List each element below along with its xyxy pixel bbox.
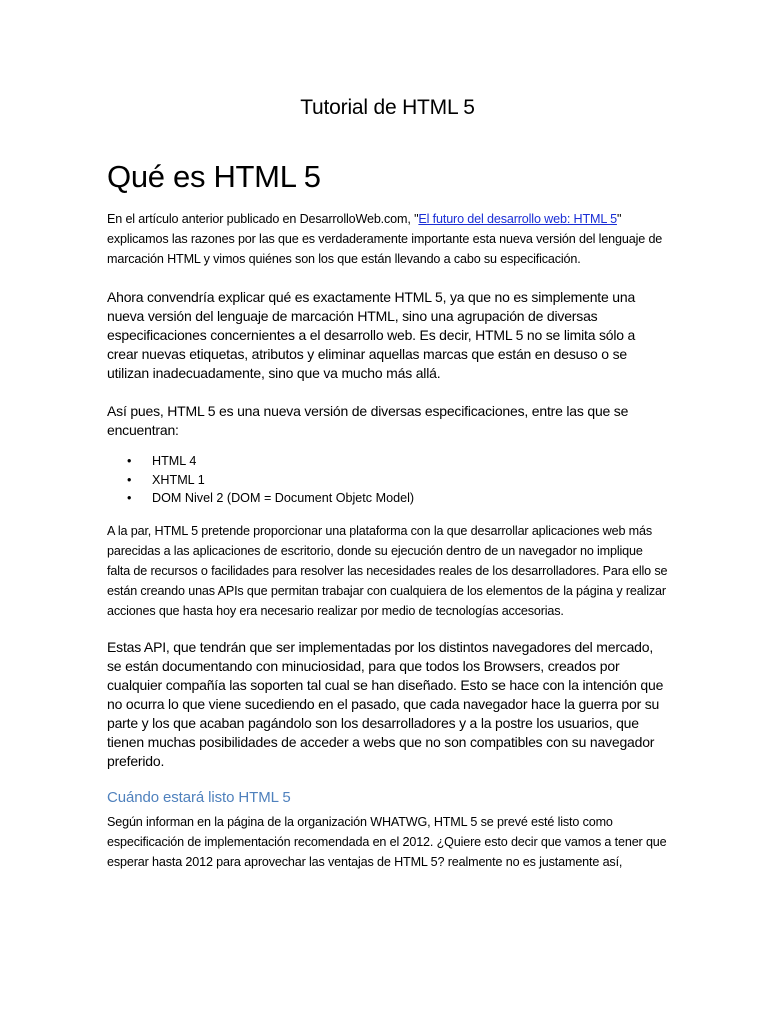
list-item xyxy=(107,471,668,490)
section-heading: Qué es HTML 5 xyxy=(107,159,321,194)
paragraph-release-date: Según informan en la página de la organización WHATWG, HTML 5 se prevé esté listo como especificación de implementación recomendada en el 2012. ¿Quiere esto decir que vamos a tener que esperar hasta 2012 para aprovechar las ventajas de HTML 5? realmente no es justamente así, xyxy=(107,814,667,869)
bullet-icon: • xyxy=(127,491,132,505)
article-link[interactable]: El futuro del desarrollo web: HTML 5 xyxy=(418,212,617,226)
specifications-list xyxy=(107,452,668,508)
list-item-text: XHTML 1 xyxy=(152,472,205,487)
subsection-heading: Cuándo estará listo HTML 5 xyxy=(107,788,291,806)
list-item xyxy=(107,452,668,471)
list-item-text: HTML 4 xyxy=(152,454,197,468)
bullet-icon: • xyxy=(127,472,132,487)
intro-paragraph xyxy=(107,209,668,269)
paragraph-what-is-html5: Ahora convendría explicar qué es exactamente HTML 5, ya que no es simplemente una nueva versión del lenguaje de marcación HTML, sino una agrupación de diversas especificaciones concernientes a el desarrollo web. Es decir, HTML 5 no se limita sólo a crear nuevas etiquetas, atributos y eliminar aquellas marcas que están en desuso o se utilizan inadecuadamente, sino que va mucho más allá. xyxy=(107,289,636,381)
list-item-text: DOM Nivel 2 (DOM = Document Objetc Model) xyxy=(152,491,415,505)
paragraph-platform: A la par, HTML 5 pretende proporcionar una plataforma con la que desarrollar aplicaciones web más parecidas a las aplicaciones de escritorio, donde su ejecución dentro de un navegador no implique falta de recursos o facilidades para resolver las necesidades reales de los desarrolladores. Para ello se están creando unas APIs que permitan trabajar con cualquiera de los elementos de la página y realizar acciones que hasta hoy era necesario realizar por medio de tecnologías accesorias. xyxy=(107,523,668,618)
bullet-icon: • xyxy=(127,454,132,468)
paragraph-apis: Estas API, que tendrán que ser implementadas por los distintos navegadores del mercado, se están documentando con minuciosidad, para que todos los Browsers, creados por cualquier compañía las soporten tal cual se han diseñado. Esto se hace con la intención que no ocurra lo que viene sucediendo en el pasado, que cada navegador hace la guerra por su parte y los que acaban pagándolo son los desarrolladores y a la postre los usuarios, que tienen muchas posibilidades de acceder a webs que no son compatibles con su navegador preferido. xyxy=(107,638,664,769)
document-title: Tutorial de HTML 5 xyxy=(300,96,475,119)
list-item xyxy=(107,489,668,508)
paragraph-specifications: Así pues, HTML 5 es una nueva versión de diversas especificaciones, entre las que se encuentran: xyxy=(107,403,629,438)
intro-text-before-link: En el artículo anterior publicado en DesarrolloWeb.com, " xyxy=(107,212,419,226)
intro-text-after-link: " explicamos las razones por las que es verdaderamente importante esta nueva versión del lenguaje de marcación HTML y vimos quiénes son los que están llevando a cabo su especificación. xyxy=(107,212,663,266)
